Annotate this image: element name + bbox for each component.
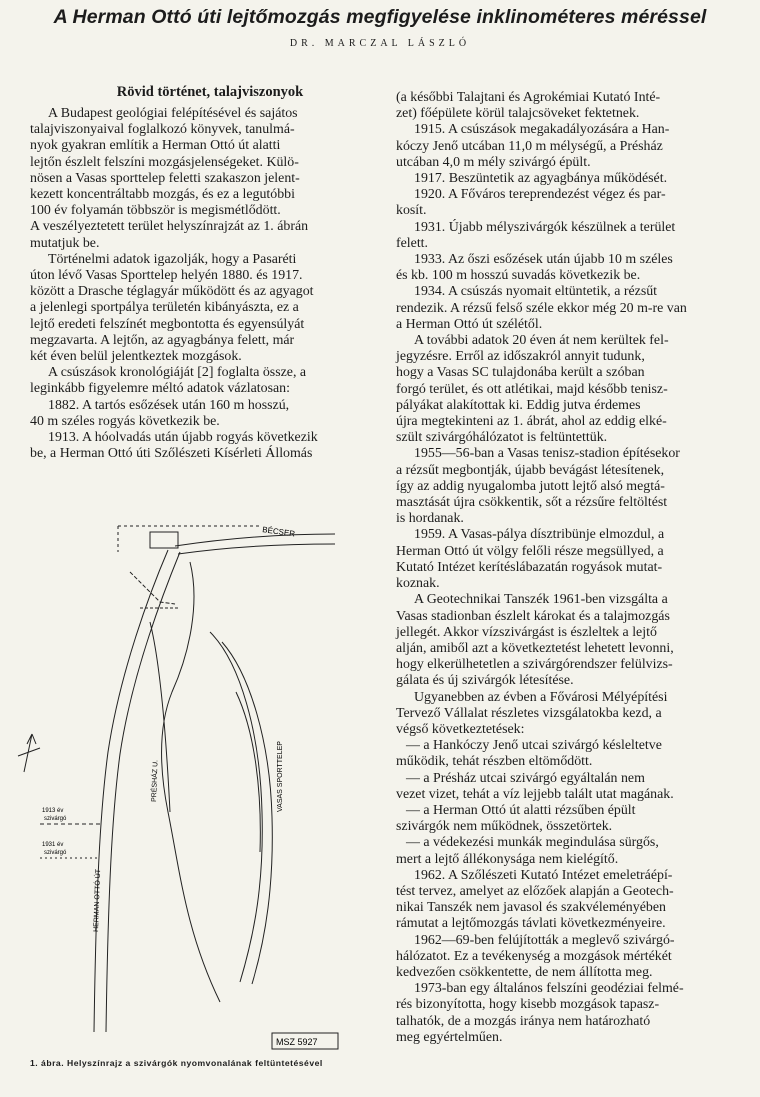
paragraph-1973: 1973-ban egy általános felszíni geodéziai felmé- rés bizonyította, hogy kisebb mozgások tapasz- talhatók, de a mozgás iránya nem határozható meg egyértelműen.	[396, 981, 684, 1045]
article-title: A Herman Ottó úti lejtőmozgás megfigyelése inklinométeres méréssel	[53, 6, 707, 28]
plan-sport-outline-2	[222, 642, 272, 984]
paragraph-1920: 1920. A Főváros tereprendezést végez és par- kosít.	[396, 187, 666, 219]
plan-slope-boundary	[162, 562, 220, 1002]
paragraph-1917: 1917. Beszüntetik az agyagbánya működését.	[414, 171, 668, 187]
paragraph-1959: 1959. A Vasas-pálya dísztribünje elmozdul, a Herman Ottó út völgy felőli része megsüllyed, a Kutató Intézet kerítéslábazatán rogyások mutat- koznak.	[396, 527, 665, 592]
paragraph-history: Történelmi adatok igazolják, hogy a Pasaréti úton lévő Vasas Sporttelep helyén 1880. és 1917. között a Drasche téglagyár működött és az agyagot a jelenlegi sportpálya területén kibányászta, ez a lejtő eredeti felszínét megbontotta és egyensúlyát megzavarta. A lejtőn, az agyagbánya felett, már két éven belül jelentkeztek mozgások.	[30, 251, 314, 365]
figure-caption: 1. ábra. Helyszínrajz a szivárgók nyomvonalának feltüntetésével	[30, 1058, 323, 1068]
paragraph-1955: 1955—56-ban a Vasas tenisz-stadion építésekor a rézsűt megbontják, újabb bevágást létesítenek, így az addig nyugalomba jutott lejtő alsó megtá- masztását újra csökkentik, sőt a rézsűre feltöltést is hordanak.	[396, 446, 680, 527]
legend-1931: 1931 év szivárgó	[42, 842, 67, 856]
label-street-presshaz: PRÉSHÁZ U.	[151, 759, 160, 803]
paragraph-conclusion-4: — a védekezési munkák megindulása sürgős, mert a lejtő állékonysága nem kielégítő.	[396, 835, 659, 867]
paragraph-conclusion-3: — a Herman Ottó út alatti rézsűben épült szivárgók nem működnek, összetörtek.	[396, 802, 636, 835]
label-sporttelep: VASAS SPORTTELEP	[277, 741, 284, 812]
site-plan-figure	[0, 512, 400, 1057]
section-heading: Rövid történet, talajviszonyok	[116, 84, 304, 100]
paragraph-1882: 1882. A tartós esőzések után 160 m hosszú, 40 m széles rogyás következik be.	[30, 397, 290, 429]
article-author: DR. MARCZAL LÁSZLÓ	[289, 38, 471, 49]
label-street-top: BÉCSER	[261, 525, 296, 539]
paragraph-conclusion-1: — a Hankóczy Jenő utcai szivárgó késleltetve működik, tehát részben eltömődött.	[396, 738, 662, 770]
paragraph-intro: A Budapest geológiai felépítésével és sajátos talajviszonyaival foglalkozó könyvek, tanulmá- nyok gyakran említik a Herman Ottó út alatti lejtőn észlelt felszíni mozgásjelenségeket. Külö- nösen a Vasas sporttelep feletti szakaszon jelent- kezett koncentráltabb mozgás, és ez a legutóbbi 100 év folyamán többször is megismétlődött. A veszélyeztetett terület helyszínrajzát az 1. ábrán mutatjuk be.	[30, 106, 309, 251]
plan-stamp: MSZ 5927	[276, 1037, 318, 1047]
plan-sport-outline-3	[236, 692, 260, 852]
plan-sport-outline-1	[210, 632, 262, 982]
paragraph-chronology: A csúszások kronológiáját [2] foglalta össze, a leginkább figyelemre méltó adatok vázlatosan:	[30, 365, 307, 397]
paragraph-later-data: A további adatok 20 éven át nem kerültek fel- jegyzésre. Erről az időszakról annyit tudunk, hogy a Vasas SC tulajdonába került a szóban forgó terület, és ott atlétikai, majd később tenisz- pályákat alakítottak ki. Eddig jutva érdemes újra megtekinteni az 1. ábrát, ahol az eddig elké- szült szivárgóhálózatot is feltüntettük.	[396, 333, 669, 446]
plan-street-top-edge-2	[178, 544, 335, 554]
paragraph-1915: 1915. A csúszások megakadályozására a Han- kóczy Jenő utcában 11,0 m mélységű, a Présház utcában 4,0 m mély szivárgó épült.	[396, 122, 670, 170]
paragraph-1962: 1962. A Szőlészeti Kutató Intézet emeletráépí- tést tervez, amelyet az előzőek alapján a Geotech- nikai Tanszék nem javasol és szakvéleményében rámutat a lejtőmozgás távlati következményeire.	[396, 867, 674, 932]
right-column	[396, 90, 760, 1046]
paragraph-1962-69: 1962—69-ben felújították a meglevő szivárgó- hálózatot. Ez a tevékenység a mozgások mértékét kedvezően csökkentette, de nem állította meg.	[396, 932, 675, 980]
paragraph-1934: 1934. A csúszás nyomait eltüntetik, a rézsűt rendezik. A rézsű felső széle ekkor még 20 m-re van a Herman Ottó út szélétől.	[396, 284, 687, 332]
paragraph-1961: A Geotechnikai Tanszék 1961-ben vizsgálta a Vasas stadionban észlelt károkat és a talajmozgás jellegét. Akkor vízszivárgást is észleltek a lejtő alján, amiből azt a következtetést lehetett levonni, hogy elkerülhetetlen a szivárgórendszer felülvizs- gálata és új szivárgók létesítése.	[396, 592, 674, 689]
paragraph-fmtv: Ugyanebben az évben a Fővárosi Mélyépítési Tervező Vállalat részletes vizsgálatokba kezd, a végső következtetések:	[396, 689, 668, 737]
north-arrow	[18, 734, 40, 772]
legend-1913: 1913 év szivárgó	[42, 808, 67, 822]
paragraph-1933: 1933. Az őszi esőzések után újabb 10 m széles és kb. 100 m hosszú suvadás következik be.	[396, 252, 673, 284]
paragraph-1913: 1913. A hóolvadás után újabb rogyás következik be, a Herman Ottó úti Szőlészeti Kísérleti Állomás	[30, 430, 318, 462]
plan-building	[150, 532, 178, 548]
paragraph-1931: 1931. Újabb mélyszivárgók készülnek a terület felett.	[396, 219, 676, 251]
label-street-herman: HERMAN OTTÓ ÚT	[93, 868, 103, 933]
paragraph-institute: (a későbbi Talajtani és Agrokémiai Kutató Inté- zet) főépülete körül talajcsöveket fektetnek.	[396, 90, 661, 122]
left-column	[30, 84, 390, 462]
paragraph-conclusion-2: — a Présház utcai szivárgó egyáltalán nem vezet vizet, tehát a víz lejjebb talált utat magának.	[396, 770, 674, 802]
